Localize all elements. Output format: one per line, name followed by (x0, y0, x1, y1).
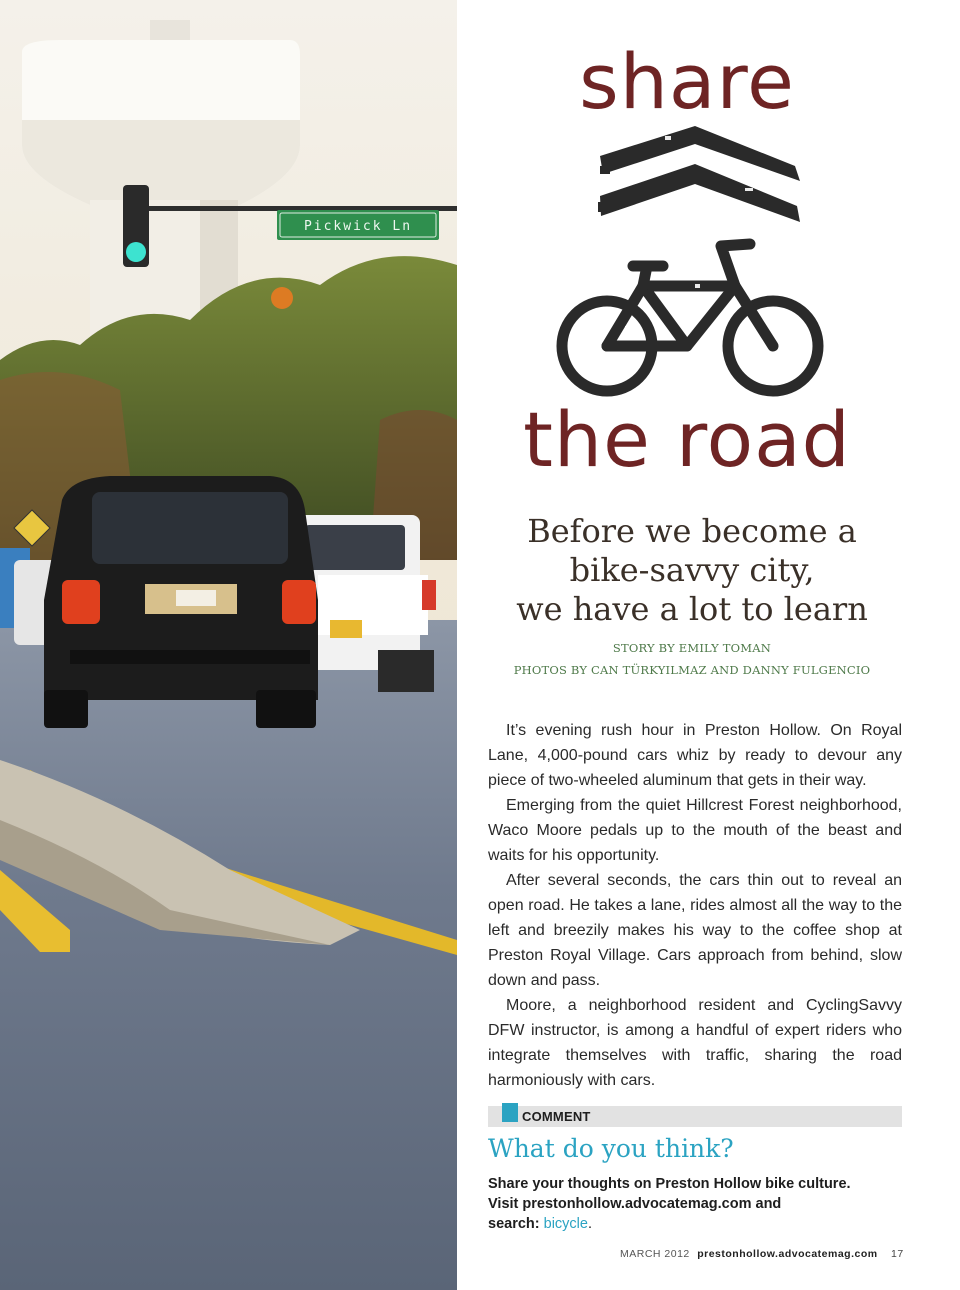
photo-credit: PHOTOS BY CAN TÜRKYILMAZ AND DANNY FULGENCIO (513, 663, 871, 677)
comment-prompt (488, 1174, 908, 1234)
footer-date: MARCH 2012 (620, 1248, 690, 1260)
street-sign-text: Pickwick Ln (303, 219, 413, 234)
comment-bar (488, 1106, 902, 1127)
story-credit: STORY BY EMILY TOMAN (612, 641, 772, 655)
page-footer (620, 1248, 904, 1260)
comment-square-icon (502, 1103, 518, 1122)
street-sign (277, 210, 439, 240)
title-the-road: the road (523, 395, 851, 484)
paragraph-1: It’s evening rush hour in Preston Hollow. On Royal Lane, 4,000-pound cars whiz by ready to devour any piece of two-wheeled aluminum that gets in their way. (488, 722, 902, 789)
search-period: . (587, 1216, 592, 1232)
sharrow-icon (545, 126, 835, 401)
black-suv (44, 476, 318, 728)
comment-label: COMMENT (522, 1109, 591, 1124)
bicycle-icon (562, 244, 818, 391)
article-column (457, 0, 960, 1290)
subhead-line-2: bike-savvy city, (569, 551, 815, 589)
comment-line-3 (488, 1214, 908, 1234)
road-photo-illustration (0, 0, 457, 1290)
subhead-line-3: we have a lot to learn (516, 590, 868, 628)
search-term-link[interactable]: bicycle (543, 1216, 588, 1232)
subhead-line-1: Before we become a (527, 512, 857, 550)
paragraph-4: Moore, a neighborhood resident and CyclingSavvy DFW instructor, is among a handful of expert riders who integrate themselves with traffic, sharing the road harmoniously with cars. (488, 997, 902, 1089)
article-body (488, 718, 902, 1093)
title-share: share (579, 37, 795, 126)
comment-heading: What do you think? (488, 1134, 734, 1163)
page-number: 17 (891, 1248, 904, 1260)
search-label: search: (488, 1216, 540, 1232)
comment-line-1: Share your thoughts on Preston Hollow bike culture. (488, 1176, 851, 1192)
road-photo (0, 0, 457, 1290)
paragraph-2: Emerging from the quiet Hillcrest Forest neighborhood, Waco Moore pedals up to the mouth of the beast and waits for his opportunity. (488, 797, 902, 864)
comment-line-2: Visit prestonhollow.advocatemag.com and (488, 1196, 782, 1212)
footer-site[interactable]: prestonhollow.advocatemag.com (697, 1248, 878, 1260)
subheadline (457, 512, 927, 629)
paragraph-3: After several seconds, the cars thin out to reveal an open road. He takes a lane, rides almost all the way to the left and breezily makes his way to the coffee shop at Preston Royal Village. Cars approach from behind, slow down and pass. (488, 872, 902, 989)
